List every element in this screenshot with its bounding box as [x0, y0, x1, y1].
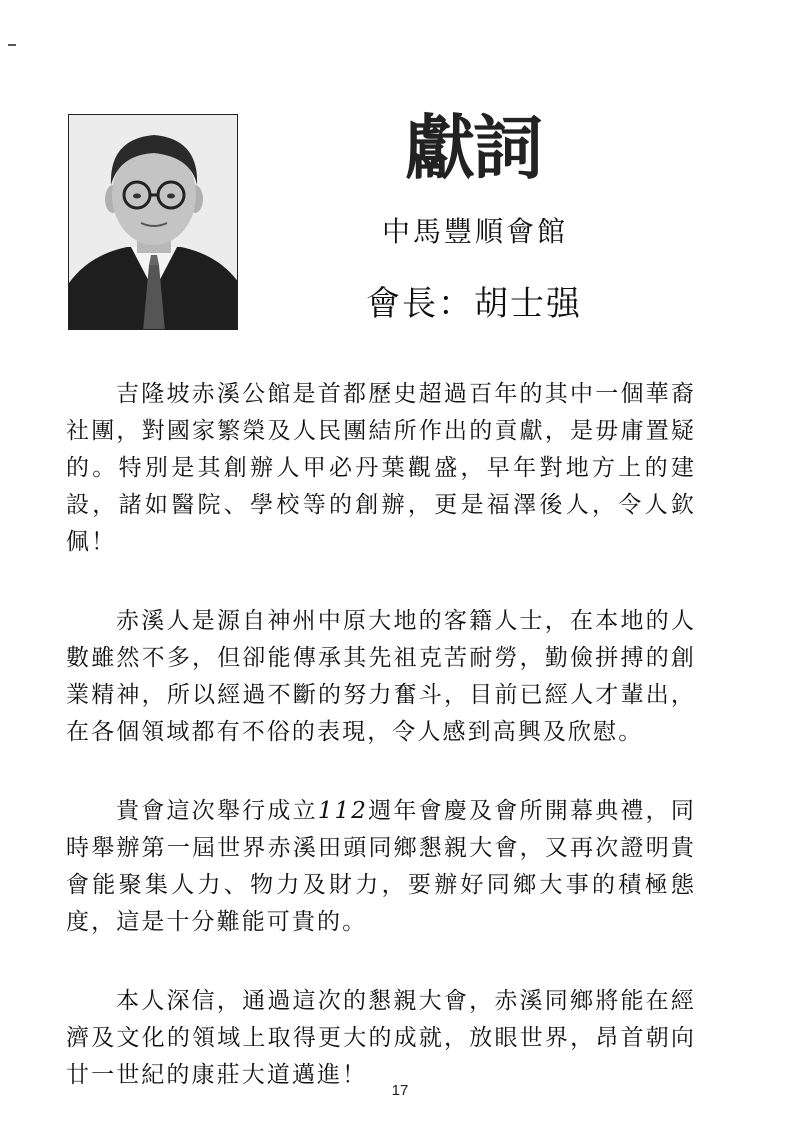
paragraph-3 — [66, 793, 696, 941]
paragraph-1: 吉隆坡赤溪公館是首都歷史超過百年的其中一個華裔社團，對國家繁榮及人民團結所作出的貢獻，是毋庸置疑的。特別是其創辦人甲必丹葉觀盛，早年對地方上的建設，諸如醫院、學校等的創辦，更是福澤後人，令人欽佩！ — [66, 381, 696, 555]
page-number: 17 — [391, 1082, 409, 1099]
portrait-photo — [68, 114, 238, 330]
organization-name: 中馬豐順會館 — [382, 215, 569, 248]
paragraph-2: 赤溪人是源自神州中原大地的客籍人士，在本地的人數雖然不多，但卻能傳承其先祖克苦耐勞，勤儉拼搏的創業精神，所以經過不斷的努力奮斗，目前已經人才輩出，在各個領域都有不俗的表現，令人感到高興及欣慰。 — [66, 608, 696, 745]
paragraph-4: 本人深信，通過這次的懇親大會，赤溪同鄉將能在經濟及文化的領域上取得更大的成就，放眼世界，昂首朝向廿一世紀的康莊大道邁進！ — [66, 988, 696, 1088]
president-name: 會長：胡士强 — [366, 284, 582, 324]
paragraph-3-end: 週年會慶及會所開幕典禮，同時舉辦第一屆世界赤溪田頭同鄉懇親大會，又再次證明貴會能聚集人力、物力及財力，要辦好同鄉大事的積極態度，這是十分難能可貴的。 — [66, 798, 696, 935]
anniversary-number: 112 — [317, 798, 369, 824]
scan-mark — [8, 44, 16, 46]
page-title: 獻詞 — [405, 107, 541, 189]
paragraph-3-start: 貴會這次舉行成立 — [116, 798, 318, 824]
body-text — [66, 376, 696, 1136]
